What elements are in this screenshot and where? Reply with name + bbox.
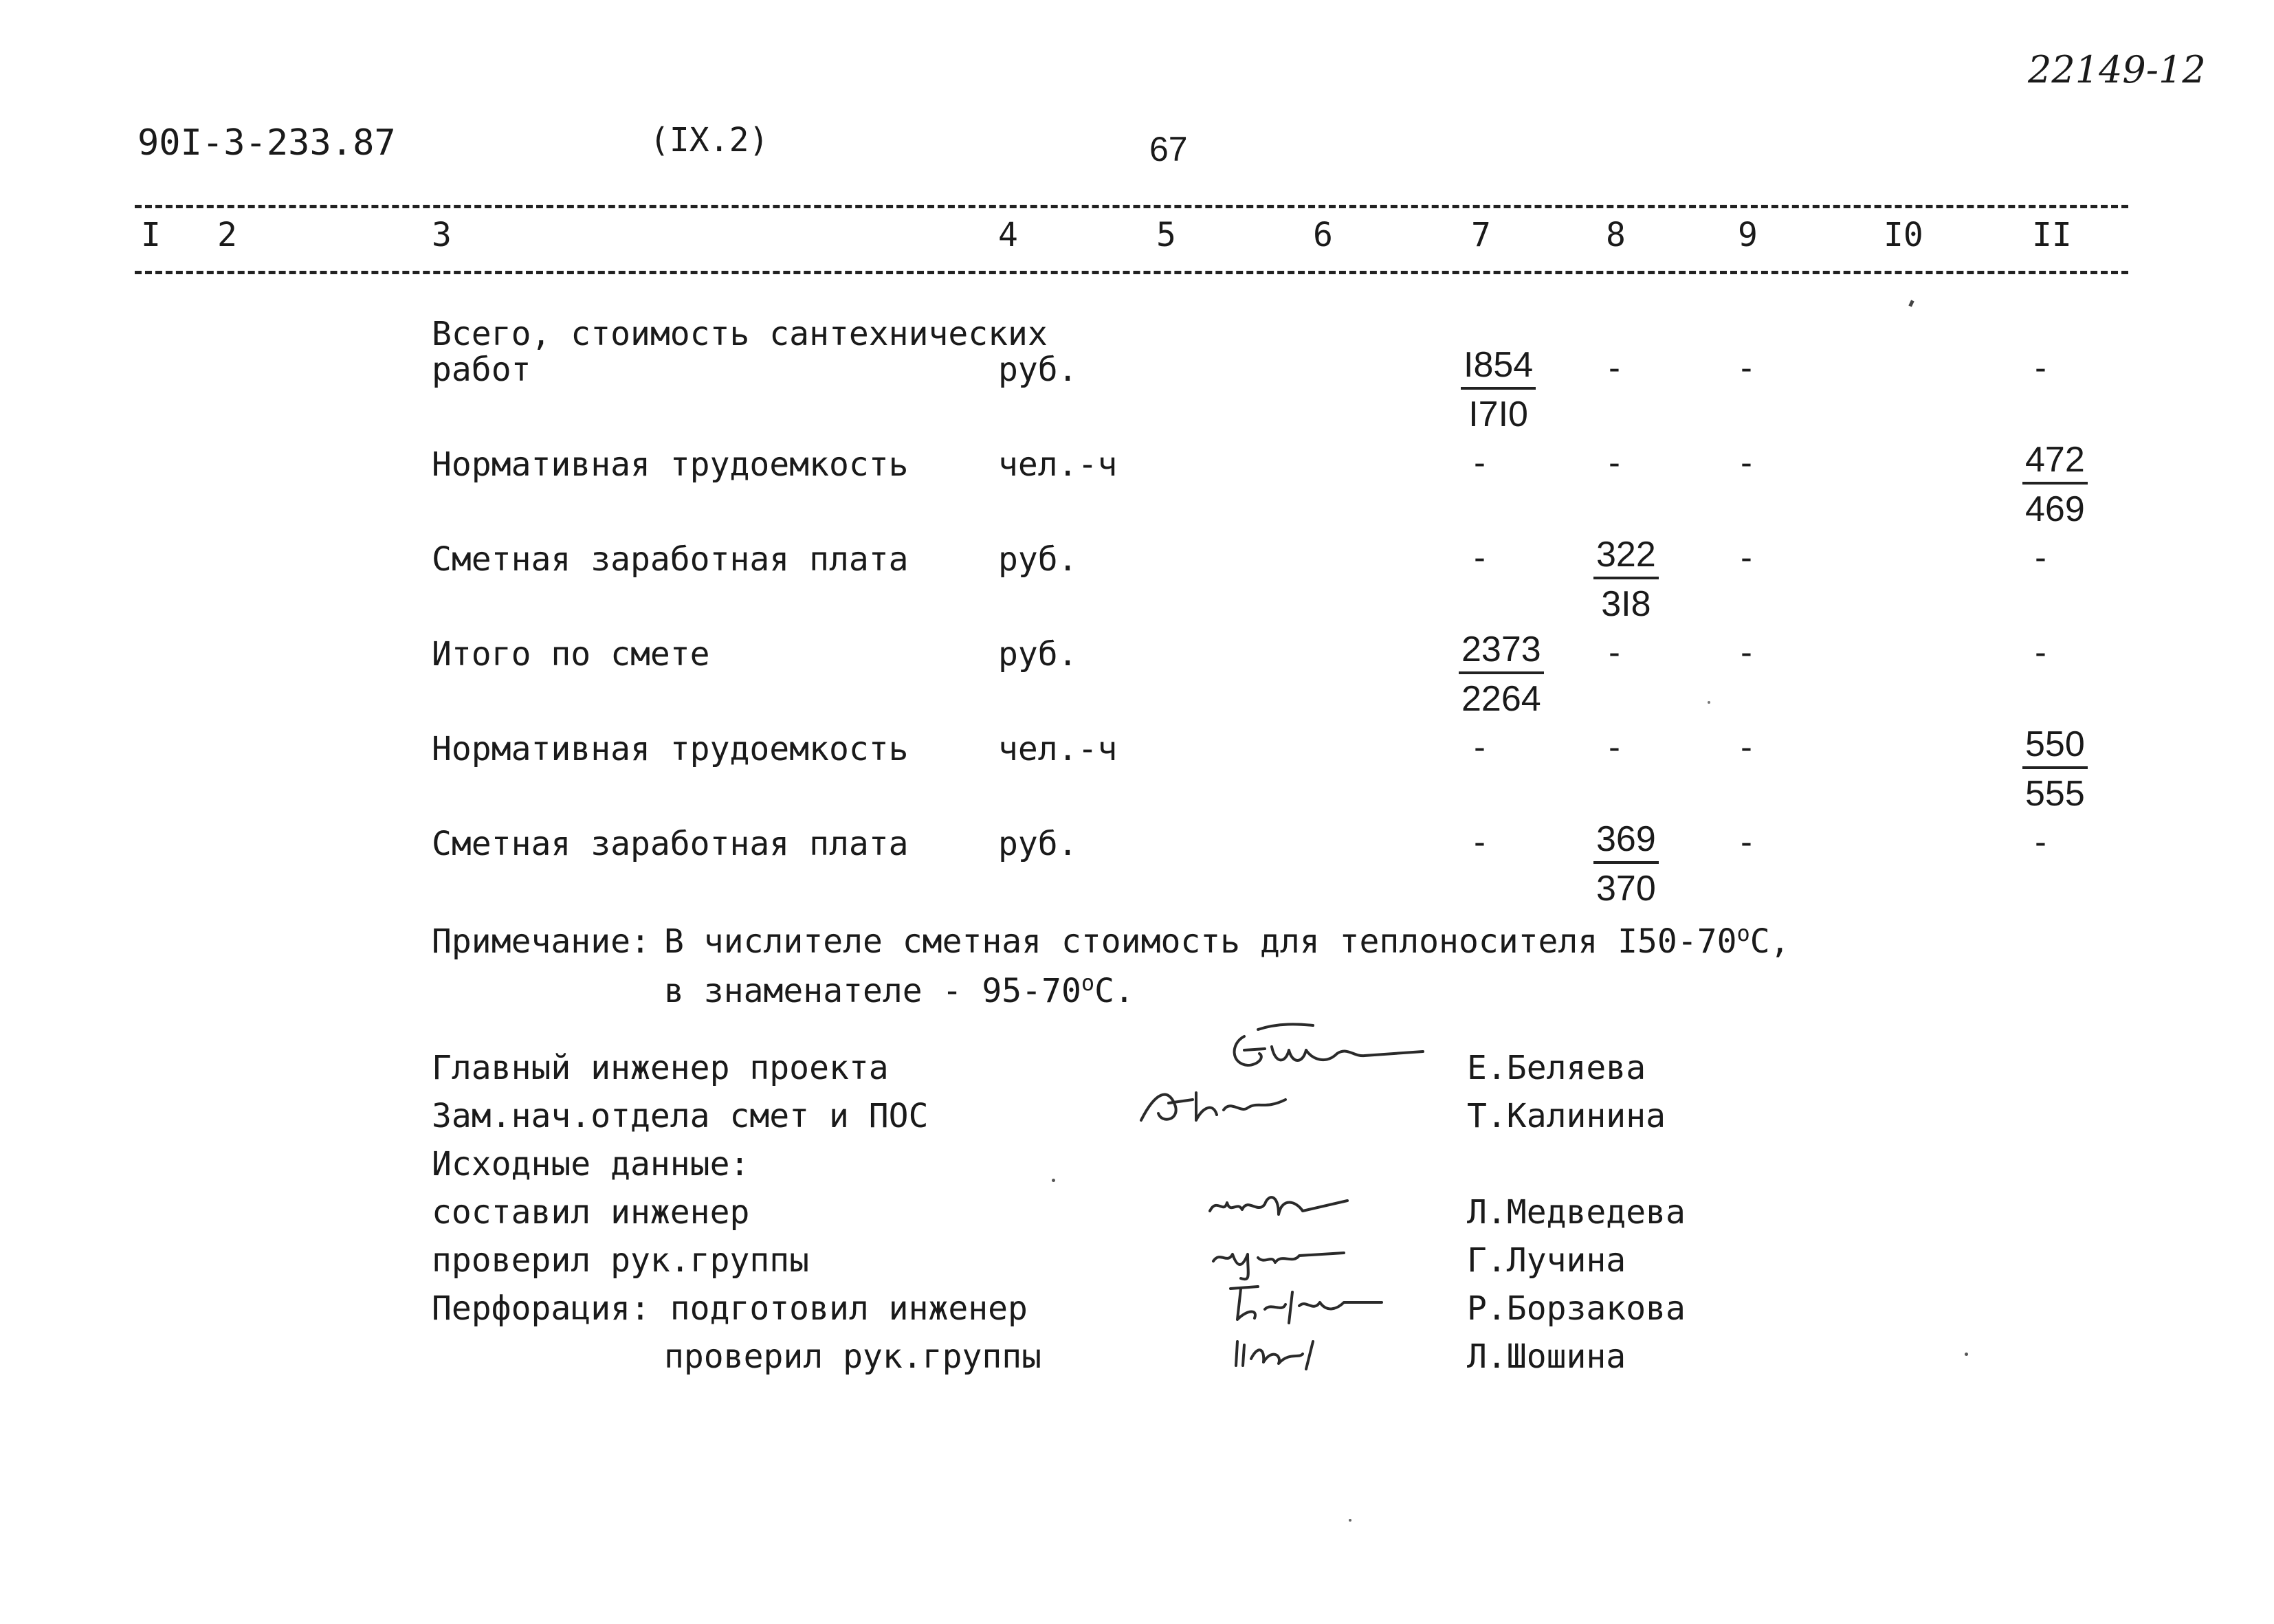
row-label: Сметная заработная плата [432,540,909,579]
handwritten-signature [1127,1072,1334,1134]
sheet-number: 22149-12 [2028,48,2206,91]
signature-role: составил инженер [432,1193,750,1232]
signature-name: Р.Борзакова [1467,1289,1686,1328]
signature-role: проверил рук.группы [664,1337,1042,1376]
signature-role: Исходные данные: [432,1145,750,1183]
empty-cell: - [1470,728,1490,767]
empty-cell: - [1604,444,1624,482]
row-label-cont: работ [432,351,531,389]
value-fraction: $\frac{369}{370}$ [1593,821,1659,906]
handwritten-signature [1217,1016,1437,1078]
page-number: 67 [1149,130,1188,168]
signature-name: Л.Медведева [1467,1193,1686,1232]
row-label: Нормативная трудоемкость [432,445,909,484]
value-fraction: $\frac{I854}{I7I0}$ [1461,347,1536,432]
column-header: 7 [1471,216,1491,254]
note-label: Примечание: [432,922,650,961]
scan-speck [1708,701,1710,704]
column-header: I [141,216,161,254]
note-line-2: в знаменателе - $95-70^оС$. [664,970,1134,1010]
empty-cell: - [1470,444,1490,482]
value-fraction: $\frac{2373}{2264}$ [1459,632,1544,717]
header-rule-top [135,205,2128,208]
scan-speck [1052,1179,1055,1182]
signature-name: Л.Шошина [1467,1337,1626,1376]
unit: руб. [998,825,1078,863]
empty-cell: - [1736,539,1756,577]
signature-name: Е.Беляева [1467,1049,1646,1087]
value-fraction: $\frac{472}{469}$ [2022,442,2088,527]
scan-speck [1349,1519,1351,1522]
column-header: 2 [217,216,237,254]
unit: чел.-ч [998,445,1118,484]
note-line-1: В числителе сметная стоимость для теплоносителя $I50-70^оС$, [664,920,1790,961]
signature-name: Г.Лучина [1467,1241,1626,1280]
value-fraction: $\frac{550}{555}$ [2022,726,2088,812]
handwritten-signature [1224,1321,1361,1376]
signature-role: Перфорация: подготовил инженер [432,1289,1028,1328]
empty-cell: - [2031,634,2051,672]
empty-cell: - [1736,634,1756,672]
column-header: 4 [998,216,1018,254]
column-header: 3 [432,216,452,254]
column-header: II [2032,216,2072,254]
empty-cell: - [2031,349,2051,388]
scan-speck [1965,1353,1968,1356]
empty-cell: - [2031,823,2051,862]
signature-name: Т.Калинина [1467,1097,1666,1135]
column-header: 6 [1313,216,1333,254]
empty-cell: - [2031,539,2051,577]
column-header: I0 [1884,216,1923,254]
column-header: 5 [1156,216,1176,254]
column-header: 8 [1606,216,1626,254]
empty-cell: - [1604,634,1624,672]
document-code: 90I-3-233.87 [137,122,396,164]
unit: руб. [998,540,1078,579]
empty-cell: - [1470,539,1490,577]
signature-role: Зам.нач.отдела смет и ПОС [432,1097,929,1135]
unit: руб. [998,635,1078,674]
row-label: Всего, стоимость сантехнических [432,315,1048,353]
header-rule-bottom [135,271,2128,274]
handwritten-signature [1200,1177,1365,1232]
row-label: Сметная заработная плата [432,825,909,863]
empty-cell: - [1736,349,1756,388]
unit: чел.-ч [998,730,1118,768]
empty-cell: - [1604,728,1624,767]
column-header: 9 [1738,216,1758,254]
signature-role: Главный инженер проекта [432,1049,889,1087]
row-label: Нормативная трудоемкость [432,730,909,768]
empty-cell: - [1604,349,1624,388]
value-fraction: $\frac{322}{3I8}$ [1593,537,1659,622]
scan-speck [1908,300,1914,307]
empty-cell: - [1736,823,1756,862]
empty-cell: - [1736,728,1756,767]
unit: руб. [998,351,1078,389]
signature-role: проверил рук.группы [432,1241,810,1280]
empty-cell: - [1736,444,1756,482]
section-code: (IX.2) [650,121,769,159]
empty-cell: - [1470,823,1490,862]
row-label: Итого по смете [432,635,710,674]
